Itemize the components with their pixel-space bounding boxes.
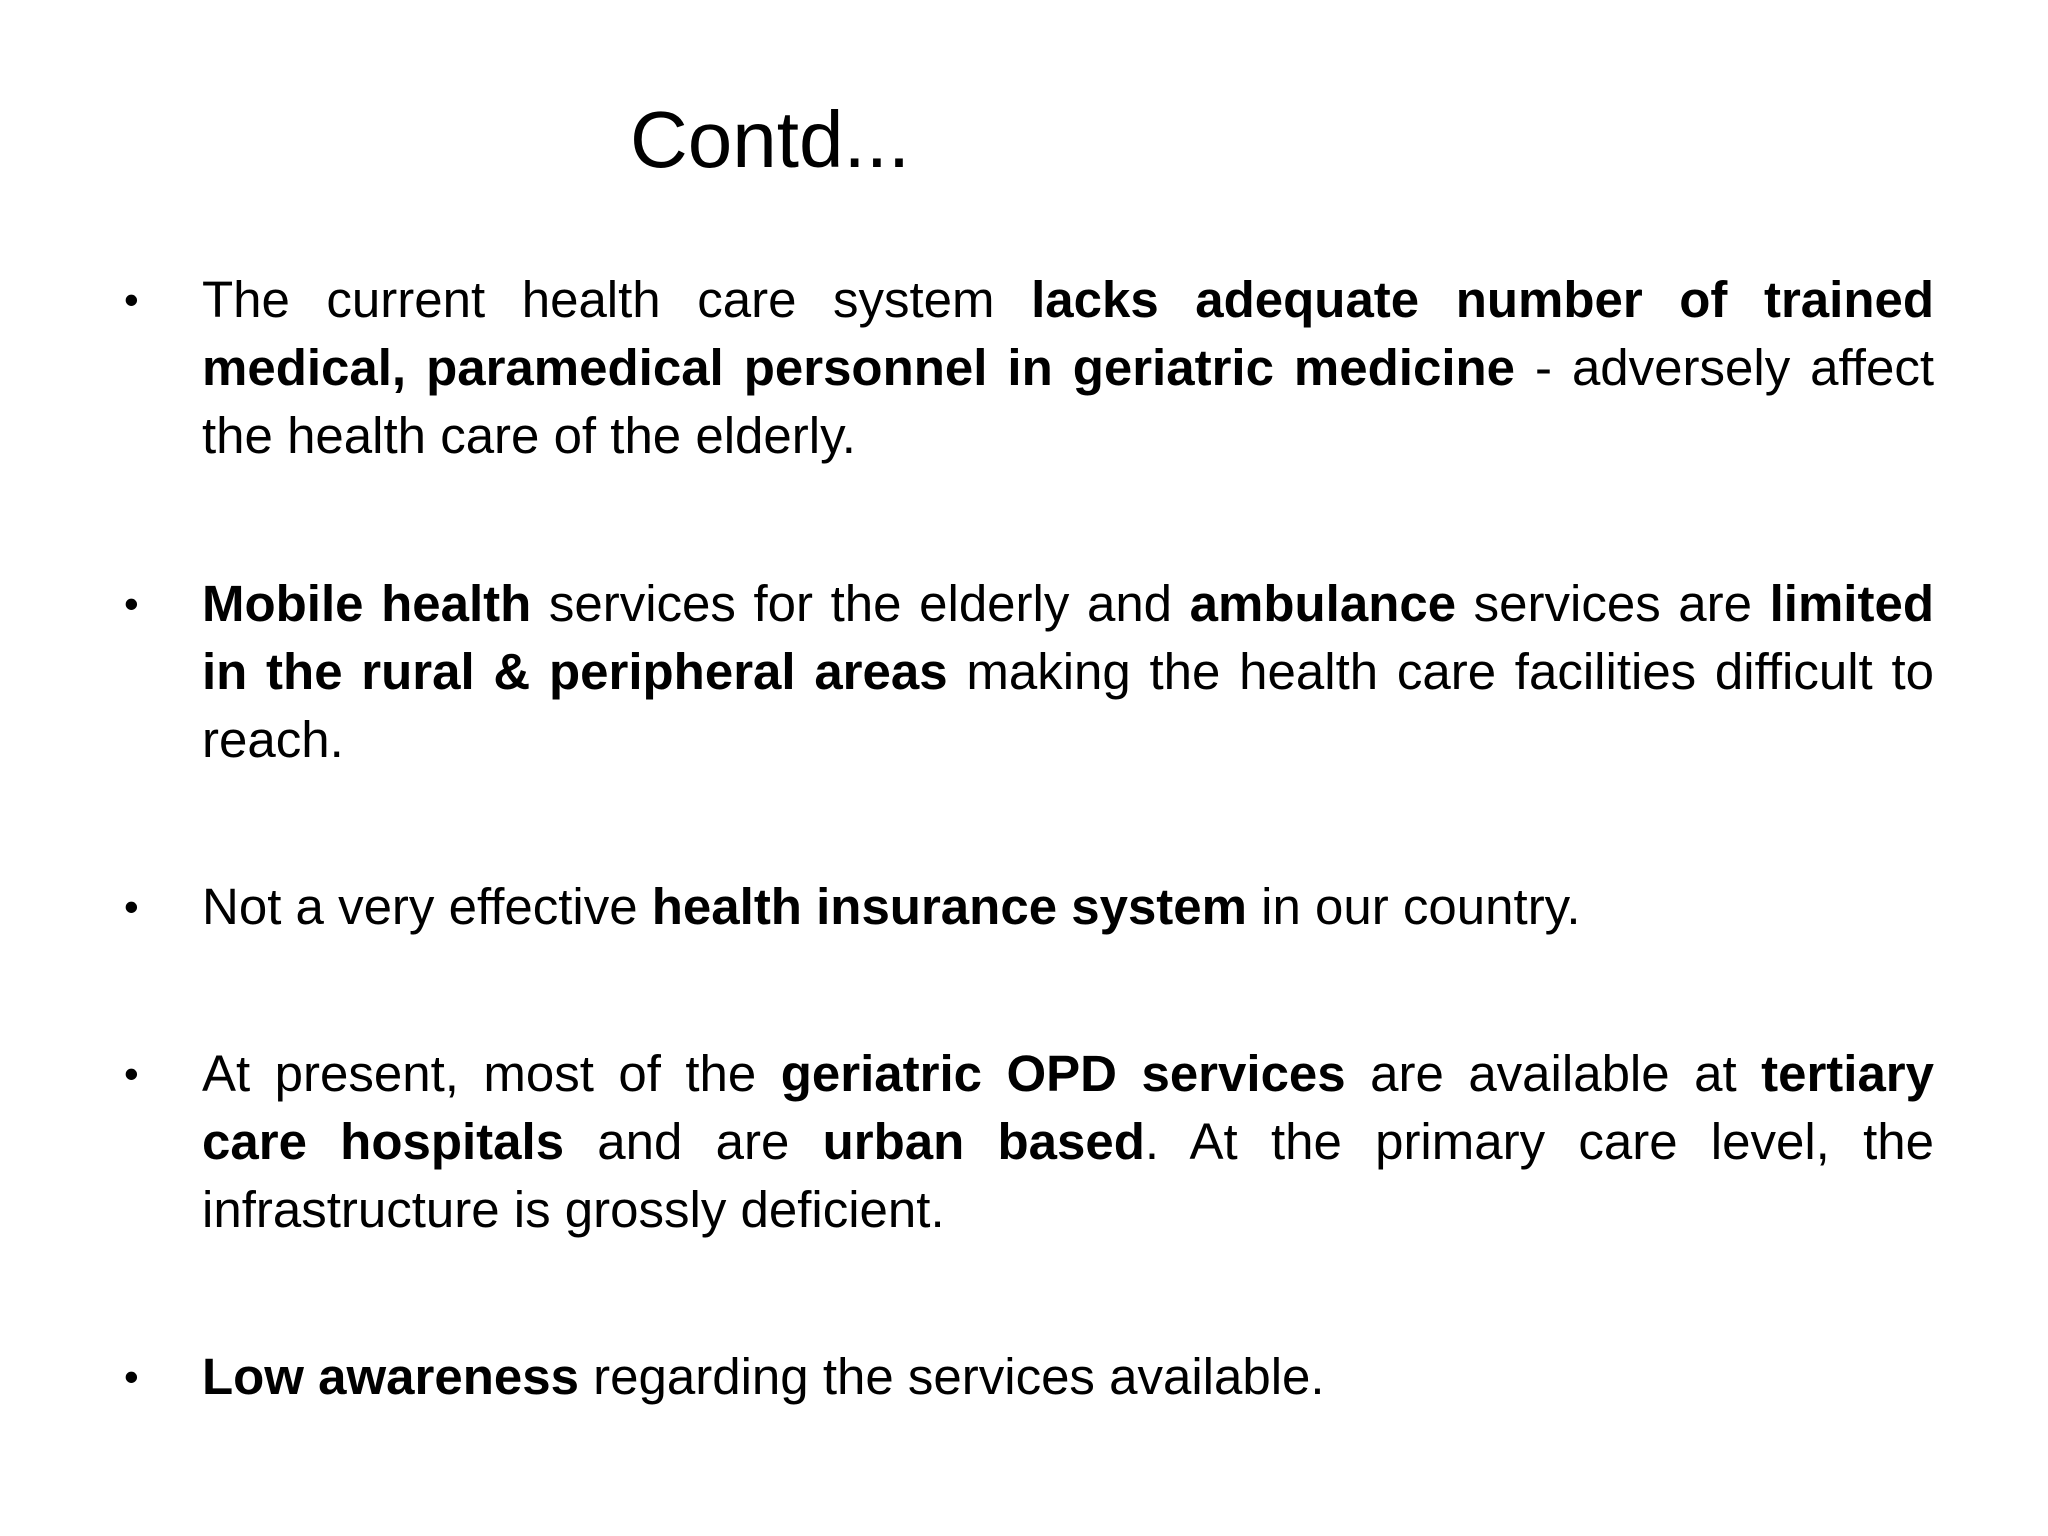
bullet-text-segment: regarding the services available. (579, 1348, 1325, 1405)
bullet-text-segment-bold: Mobile health (202, 575, 532, 632)
bullet-marker: • (124, 1353, 139, 1400)
bullet-text-segment-bold: lacks adequate number of trained medical, paramedical personnel in geriatric medicine (202, 271, 1935, 396)
bullet-text-segment-bold: urban based (822, 1113, 1145, 1170)
bullet-text-segment: in our country. (1247, 878, 1581, 935)
bullet-item (124, 873, 1934, 941)
bullet-text-segment: - adversely affect the health care of the elderly. (202, 339, 1934, 464)
bullet-text-segment: . At the primary care level, the infrastructure is grossly deficient. (202, 1113, 1934, 1238)
bullet-text-segment-bold: ambulance (1189, 575, 1457, 632)
bullet-item (124, 1343, 1934, 1411)
bullet-text-segment: services for the elderly and (531, 575, 1190, 632)
bullet-text-segment: making the health care facilities difficult to reach. (202, 643, 1934, 768)
bullet-text-segment-bold: geriatric OPD services (780, 1045, 1346, 1102)
bullet-text-segment: Not a very effective (202, 878, 652, 935)
bullet-text-segment: are available at (1345, 1045, 1762, 1102)
bullet-text-segment-bold: Low awareness (202, 1348, 579, 1405)
bullet-item (124, 266, 1935, 470)
bullet-marker: • (124, 276, 139, 323)
bullet-text-segment-bold: tertiary care hospitals (202, 1045, 1935, 1170)
slide-title: Contd... (630, 95, 911, 184)
bullet-marker: • (124, 580, 139, 627)
bullet-text-segment: services are (1456, 575, 1770, 632)
bullet-marker: • (124, 883, 139, 930)
bullet-text-segment: The current health care system (202, 271, 1032, 328)
bullet-text-segment: At present, most of the (202, 1045, 781, 1102)
bullet-item (124, 1040, 1935, 1244)
bullet-item (124, 570, 1934, 774)
bullet-text-segment-bold: health insurance system (651, 878, 1248, 935)
bullet-marker: • (124, 1050, 139, 1097)
bullet-text-segment: and are (564, 1113, 823, 1170)
bullet-text-segment-bold: limited in the rural & peripheral areas (202, 575, 1934, 700)
